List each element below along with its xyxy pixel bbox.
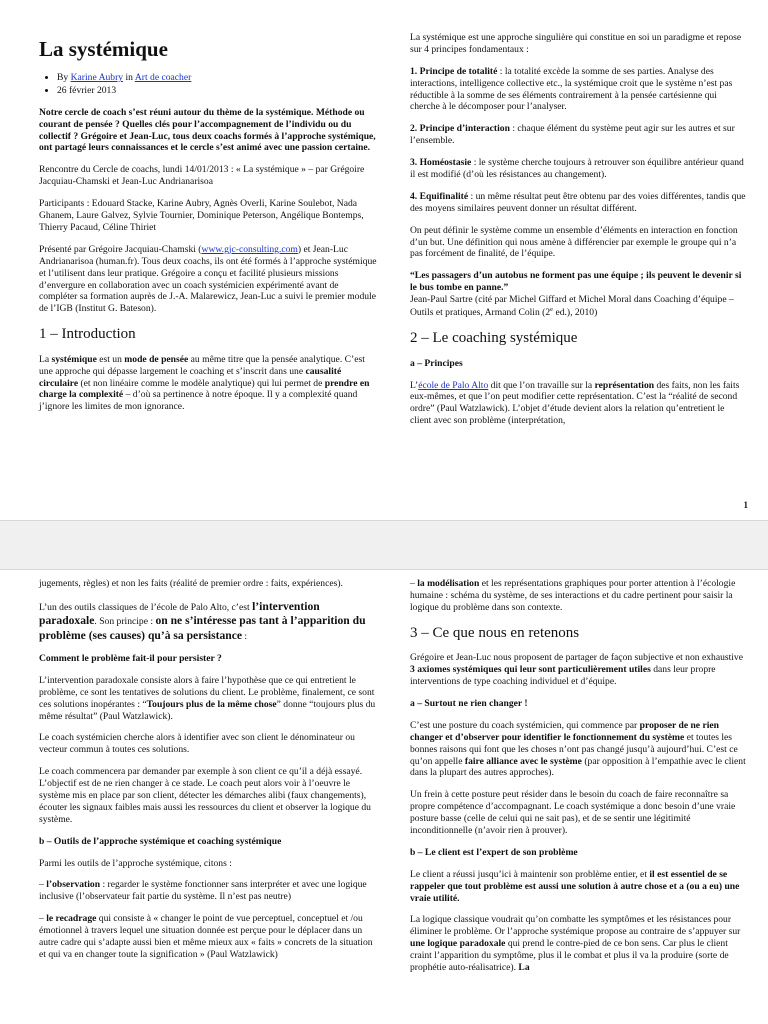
presenters-paragraph: Présenté par Grégoire Jacquiau-Chamski (www.gjc-consulting.com) et Jean-Luc Andrianarisoa (human.fr). Tous deux coachs, ils ont été formés à l’approche systémique et l’utilisent dans leur pratique. Grégoire a conçu et facilité plusieurs missions d’envergure en collaboration avec un coach systémicien expérimenté avant de compléter sa formation auprès de J.-A. Malarewicz, Jean-Luc a suivi le premier module de l’IGB (Institut G. Bateson). (39, 243, 377, 315)
lead-paragraph: Notre cercle de coach s’est réuni autour du thème de la systémique. Méthode ou courant de pensée ? Quelles clés pour l’accompagnement de l’individu ou du collectif ? Grégoire et Jean-Luc, tous deux coachs formés à l’approche systémique, ont partagé leurs connaissances et le cercle s’est animé avec une passion certaine. (39, 106, 376, 154)
sartre-quote: “Les passagers d’un autobus ne forment pas une équipe ; ils peuvent le devenir si le bus tombe en panne.” (410, 270, 742, 294)
heading-ce-que-nous-retenons: 3 – Ce que nous en retenons (410, 624, 580, 641)
intro-paragraph: La systémique est un mode de pensée au même titre que la pensée analytique. C’est une approche qui dépasse largement le coaching et s’inscrit dans une causalité circulaire (et non linéaire comme le modèle analytique) qui lui permet de prendre en charge la complexité – d’où sa pertinence à notre époque. Il y a complexité quand j’ignore les limites de mon ignorance. (39, 353, 370, 413)
principle-1: 1. Principe de totalité : la totalité excède la somme de ses parties. Analyse des interactions, intelligence collective etc., la systémique croit que le système n’est pas réductible à la somme de ses éléments contrairement à la pensée cartésienne qui cherche à le décomposer pour l’analyser. (410, 65, 733, 113)
principle-2: 2. Principe d’interaction : chaque élément du système peut agir sur les autres et sur l’ensemble. (410, 123, 735, 147)
article-date: • 26 février 2013 (57, 85, 379, 97)
recadrage-item: – le recadrage qui consiste à « changer le point de vue perceptuel, conceptuel et /ou émotionnel à travers lequel une situation donnée est perçue pour le déplacer dans un autre cadre qui s’adapte aussi bien et même mieux aux « faits » concrets de la situation et qui va en changer toute la signification » (Paul Watzlawick) (39, 913, 373, 960)
heading-coaching-systemique: 2 – Le coaching systémique (410, 330, 578, 347)
rencontre-paragraph: Rencontre du Cercle de coachs, lundi 14/01/2013 : « La systémique » – par Grégoire Jacquiau-Chamski et Jean-Luc Andrianarisoa (39, 164, 365, 188)
coach-commencera-paragraph: Le coach commencera par demander par exemple à son client ce qu’il a déjà essayé. L’objectif est de ne rien changer à ce stade. Le coach peut alors voir à l’oeuvre le système mis en place par son client, détecter les démarches alibi (faux changements), écouter les signaux faibles mais aussi les ressources du client et observer la logique du système. (39, 766, 371, 825)
subheading-ne-rien-changer: a – Surtout ne rien changer ! (410, 697, 528, 709)
definition-paragraph: On peut définir le système comme un ensemble d’éléments en interaction en fonction d’un but. Une définition qui nous amène à différencier par exemple le groupe qui n’a pas forcément de finalité, de l’équipe. (410, 224, 738, 260)
article-meta (57, 72, 379, 97)
page2-left-column (39, 578, 379, 971)
principle-4: 4. Equifinalité : un même résultat peut être obtenu par des voies différentes, tandis que des moyens similaires peuvent donner un résultat différent. (410, 190, 746, 214)
page1-right-column (410, 32, 748, 437)
frein-paragraph: Un frein à cette posture peut résider dans le besoin du coach de faire reconnaître sa propre compétence d’accompagnant. Le coach systémique a donc besoin d’une vraie posture basse (celle de celui qui ne sait pas), et de se sentir une légitimité inconditionnelle (n’avoir rien à prouver). (410, 789, 736, 836)
document-page-2 (0, 570, 768, 1024)
page-separator (0, 520, 768, 570)
modelisation-item: – la modélisation et les représentations graphiques pour porter attention à l’écologie humaine : schéma du système, de ses interactions et du cadre pertinent pour saisir la logique du problème dans son contexte. (410, 578, 736, 613)
heading-introduction: 1 – Introduction (39, 326, 136, 343)
participants-paragraph: Participants : Edouard Stacke, Karine Aubry, Agnès Overli, Karine Soulebot, Nada Ghanem, Laure Galvez, Sylvie Tournier, Dominique Peterson, Angélique Bontemps, Thierry Pacaud, Céline Thiriet (39, 198, 364, 233)
category-link[interactable]: Art de coacher (134, 72, 192, 84)
parmi-paragraph: Parmi les outils de l’approche systémique, citons : (39, 857, 232, 869)
observation-item: – l’observation : regarder le système fonctionner sans interpréter et avec une logique inclusive (l’observateur fait partie du système. Il n’est pas neutre) (39, 879, 367, 903)
page-number: 1 (743, 500, 748, 510)
expert-paragraph: Le client a réussi jusqu’ici à maintenir son problème entier, et il est essentiel de se rappeler que tout problème est aussi une solution à autre chose et a (ou a eu) une vraie utilité. (410, 868, 740, 904)
intervention-paradoxale-paragraph: L’un des outils classiques de l’école de Palo Alto, c’est l’intervention paradoxale. Son principe : on ne s’intéresse pas tant à l’apparition du problème (ses causes) qu’à sa persistance : (39, 599, 366, 642)
palo-alto-paragraph: L’école de Palo Alto dit que l’on travaille sur la représentation des faits, non les faits eux-mêmes, et que l’on peut modifier cette représentation. C’est la “réalité de second ordre” (Paul Watzlawick). L’objet d’étude devient alors la relation qu’entretient le client avec son problème (interprétation, (410, 379, 740, 427)
palo-alto-link[interactable]: école de Palo Alto (418, 379, 489, 391)
axiomes-paragraph: Grégoire et Jean-Luc nous proposent de partager de façon subjective et non exhaustive 3 axiomes systémiques qui leur sont particulièrement utiles dans leur propre interventions de type coaching individuel et d’équipe. (410, 652, 743, 688)
intervention-explanation: L’intervention paradoxale consiste alors à faire l’hypothèse que ce qui entretient le problème, ce sont les tentatives de solutions du client. Le problème, finalement, ce sont ces solutions inopérantes : “Toujours plus de la même chose” donne “toujours plus du même résultat” (Paul Watzlawick). (39, 674, 376, 722)
page2-right-column (410, 578, 748, 984)
posture-paragraph: C’est une posture du coach systémicien, qui commence par proposer de ne rien changer et d’observer pour identifier le fonctionnement du système et toutes les bonnes raisons qui font que les choses n’ont pas changé jusqu’à aujourd’hui. C’est ce qu’on appelle faire alliance avec le système (par opposition à l’empathie avec le client dans la plupart des autres approches). (410, 719, 746, 779)
gjc-consulting-link[interactable]: www.gjc-consulting.com (201, 243, 298, 255)
principle-3: 3. Homéostasie : le système cherche toujours à retrouver son équilibre antérieur quand il est modifié (d’où les résistances au changement). (410, 157, 744, 181)
continuation-paragraph: jugements, règles) et non les faits (réalité de premier ordre : faits, expériences). (39, 578, 343, 589)
denominator-paragraph: Le coach systémicien cherche alors à identifier avec son client le dénominateur ou vecteur commun à toutes ces solutions. (39, 732, 355, 756)
byline: • By Karine Aubry in Art de coacher (57, 72, 379, 84)
subheading-principes: a – Principes (410, 357, 463, 369)
subheading-client-expert: b – Le client est l’expert de son problème (410, 846, 578, 858)
page1-left-column (39, 32, 379, 423)
quote-source: Jean-Paul Sartre (cité par Michel Giffard et Michel Moral dans Coaching d’équipe – Outils et pratiques, Armand Colin (2e ed.), 2010) (410, 294, 734, 319)
subheading-outils: b – Outils de l’approche systémique et coaching systémique (39, 835, 282, 847)
persistence-question: Comment le problème fait-il pour persister ? (39, 653, 222, 665)
article-title: La systémique (39, 37, 168, 61)
systemique-intro: La systémique est une approche singulière qui constitue en soi un paradigme et repose sur 4 principes fondamentaux : (410, 32, 742, 55)
logique-paragraph: La logique classique voudrait qu’on combatte les symptômes et les résistances pour éliminer le problème. Or l’approche systémique propose au contraire de s’appuyer sur une logique paradoxale qui prend le contre-pied de ce bon sens. Car plus le client craint l’apparition du symptôme, plus il le combat et plus il va la produire (sorte de prophétie auto-réalisatrice). La (410, 914, 741, 973)
author-link[interactable]: Karine Aubry (70, 72, 124, 84)
